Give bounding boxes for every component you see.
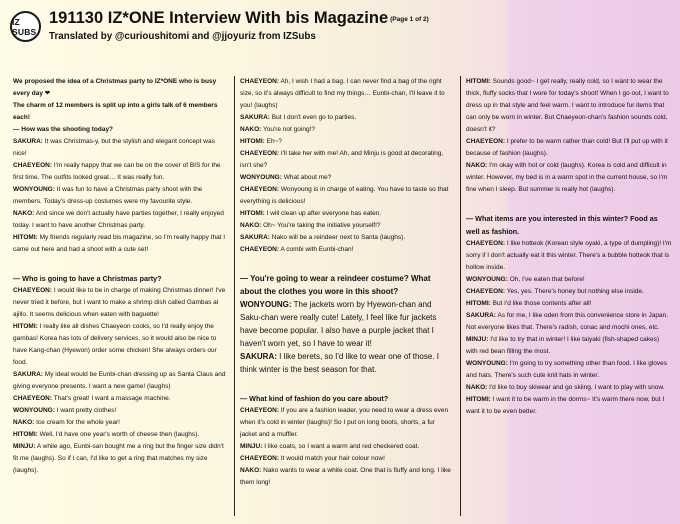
speaker-name: HITOMI: [466,396,491,403]
dialogue-line [13,136,228,160]
speaker-name: CHAEYEON: [240,186,280,193]
dialogue-line [13,232,228,256]
dialogue-line [13,160,228,184]
dialogue-text: I'm going to try something other than food. I like gloves and hats. There's such cute knit hats in winter. [466,360,668,379]
dialogue-line [240,465,452,489]
question-heading: — You're going to wear a reindeer costume? What about the clothes you wore in this shoot? [240,274,431,296]
header [49,8,670,44]
dialogue-line [240,220,452,232]
dialogue-line [466,358,672,382]
column-divider-1 [234,76,235,516]
speaker-name: WONYOUNG: [13,407,55,414]
speaker-name: CHAEYEON: [240,78,280,85]
speaker-name: CHAEYEON: [466,240,506,247]
dialogue-text: I'll take her with me! Ah, and Minju is good at decorating, isn't she? [240,150,444,169]
speaker-name: SAKURA: [13,371,43,378]
speaker-name: NAKO: [240,222,262,229]
speaker-name: WONYOUNG: [240,300,292,309]
dialogue-text: Eh~? [266,138,282,145]
dialogue-text: I want pretty clothes! [56,407,117,414]
dialogue-line [13,429,228,441]
speaker-name: SAKURA: [13,138,43,145]
question-heading: — What items are you interested in this winter? Food as well as fashion. [466,214,658,236]
dialogue-text: I want it to be warm in the dorms~ It's warm there now, but I want it to be even better. [466,396,665,415]
dialogue-text: My ideal would be Eunbi-chan dressing up as Santa Claus and giving everyone presents. I want a new game! (laughs) [13,371,226,390]
dialogue-text: Nako will be a reindeer next to Santa (laughs). [271,234,406,241]
speaker-name: SAKURA: [240,114,270,121]
speaker-name: HITOMI: [466,78,491,85]
dialogue-text: My friends regularly read bis magazine, so I'm really happy that I came out here and had a shoot with a cute set! [13,234,226,253]
speaker-name: CHAEYEON: [240,246,280,253]
dialogue-text: Oh~ You're taking the initiative yourself!? [263,222,381,229]
dialogue-text: I'd like to try that in winter! I like taiyaki (fish-shaped cakes) with red bean filling the most. [466,336,660,355]
dialogue-text: That's great! I want a massage machine. [53,395,171,402]
dialogue-text: I'm okay with hot or cold (laughs). Korea is cold and difficult in winter. However, my bed is in a warm spot in the current house, so I'm fine when I sleep. But summer is really hot (laughs). [466,162,668,193]
speaker-name: HITOMI: [13,431,38,438]
dialogue-line [240,112,452,124]
dialogue-text: Yes, yes. There's honey but nothing else inside. [506,288,644,295]
speaker-name: MINJU: [240,443,263,450]
izsubs-logo [10,11,41,42]
column-divider-2 [460,76,461,516]
column-2 [240,76,452,520]
dialogue-line [240,148,452,172]
dialogue-line [466,286,672,298]
intro-text: We proposed the idea of a Christmas party to IZ*ONE who is busy every day ❤ [13,78,217,97]
speaker-name: SAKURA: [466,312,496,319]
dialogue-text: I'm really happy that we can be on the cover of BIS for the first time. The outfits looked great… It was really fun. [13,162,221,181]
dialogue-text: I like coats, so I want a warm and red checkered coat. [264,443,420,450]
dialogue-line [240,405,452,441]
speaker-name: WONYOUNG: [240,174,282,181]
dialogue-line [13,405,228,417]
paragraph-gap [466,196,672,212]
dialogue-line [466,238,672,274]
speaker-name: HITOMI: [240,138,265,145]
speaker-name: SAKURA: [240,352,277,361]
dialogue-text: I'd like to buy skiwear and go skiing. I want to play with snow. [489,384,665,391]
dialogue-line [240,453,452,465]
speaker-name: CHAEYEON: [240,455,280,462]
dialogue-line [13,208,228,232]
speaker-name: CHAEYEON: [13,287,53,294]
page-title [49,8,670,30]
dialogue-line [466,334,672,358]
speaker-name: NAKO: [466,384,488,391]
dialogue-line [13,184,228,208]
speaker-name: CHAEYEON: [240,407,280,414]
dialogue-text: I really like all dishes Chaeyeon cooks, so I'd really enjoy the gambas! Korea has lots of delivery services, so it would also be nice to have Kang-chan (Hyewon) order some chicken! She always orders our food. [13,323,217,366]
dialogue-line [240,232,452,244]
speaker-name: WONYOUNG: [13,186,55,193]
dialogue-line [466,76,672,136]
dialogue-line [466,274,672,286]
dialogue-text: You're not going!? [263,126,315,133]
translator-credit: Translated by @curioushitomi and @jjoyuriz from IZSubs [49,31,316,42]
dialogue-text: I would like to be in charge of making Christmas dinner! I've never tried it before, but I want to make a shrimp dish called Gambas al ajillo. It seems delicious when eaten with baguette! [13,287,226,318]
speaker-name: HITOMI: [13,234,38,241]
dialogue-line [240,136,452,148]
speaker-name: CHAEYEON: [466,138,506,145]
dialogue-text: As for me, I like oden from this convenience store in Japan. Not everyone likes that. There's radish, conac and mochi ones, etc. [466,312,668,331]
dialogue-line [466,310,672,334]
speaker-name: NAKO: [13,419,35,426]
dialogue-text: I prefer to be warm rather than cold! But I'll put up with it because of fashion (laughs). [466,138,668,157]
paragraph-gap [240,256,452,272]
dialogue-text: Sounds good~ I get really, really cold, so I want to wear the thick, fluffy socks that I wore for today's shoot! When I go out, I want to dress up in that style and feel warm. I want to introduce fur items that can only be worn in winter. But Chaeyeon-chan's fashion sounds cold, doesn't it? [466,78,669,133]
dialogue-line [13,441,228,477]
dialogue-line [13,393,228,405]
dialogue-text: Nako wants to wear a white coat. One that is fluffy and long. I like them long! [240,467,451,486]
dialogue-text: If you are a fashion leader, you need to wear a dress even when it's cold in winter (laughs)! So I put on long boots, shorts, a fur jacket and a muffler. [240,407,449,438]
title-text: 191130 IZ*ONE Interview With bis Magazine [49,9,389,27]
dialogue-line [13,321,228,369]
intro-text: The charm of 12 members is split up into a girls talk of 6 members each! [13,102,218,121]
speaker-name: NAKO: [13,210,35,217]
dialogue-text: Oh, I've eaten that before! [509,276,585,283]
column-3 [466,76,672,520]
speaker-name: HITOMI: [240,210,265,217]
dialogue-text: The jackets worn by Hyewon-chan and Saku-chan were really cute! Lately, I feel like fur jackets have become popular. I also have a purple jacket that I haven't worn yet, so I have to wear it! [240,300,437,348]
speaker-name: WONYOUNG: [466,276,508,283]
page-note: (Page 1 of 2) [390,16,429,23]
dialogue-line [466,298,672,310]
speaker-name: HITOMI: [466,300,491,307]
dialogue-line [240,244,452,256]
dialogue-text: It was Christmas-y, but the stylish and elegant concept was nice! [13,138,215,157]
speaker-name: NAKO: [466,162,488,169]
dialogue-line [466,394,672,418]
dialogue-text: What about me? [283,174,332,181]
dialogue-text: A combi with Eunbi-chan! [280,246,354,253]
speaker-name: SAKURA: [240,234,270,241]
dialogue-text: But I don't even go to parties. [271,114,357,121]
dialogue-text: I like berets, so I'd like to wear one of those. I think winter is the best season for that. [240,352,439,374]
paragraph-gap [13,256,228,272]
dialogue-line [466,382,672,394]
column-1 [13,76,228,520]
speaker-name: NAKO: [240,126,262,133]
speaker-name: NAKO: [240,467,262,474]
dialogue-text: And since we don't actually have parties together, I really enjoyed today. I want to have another Christmas party. [13,210,224,229]
dialogue-line [240,184,452,208]
dialogue-line [466,136,672,160]
speaker-name: MINJU: [13,443,36,450]
dialogue-line [240,441,452,453]
speaker-name: CHAEYEON: [466,288,506,295]
dialogue-text: Ice cream for the whole year! [36,419,120,426]
dialogue-line [13,369,228,393]
dialogue-text: It was fun to have a Christmas party shoot with the members. Today's dress-up costumes were my favourite style. [13,186,203,205]
dialogue-line [240,124,452,136]
speaker-name: MINJU: [466,336,489,343]
dialogue-text: I like hotteok (Korean style oyaki, a type of dumpling)! I'm sorry if I don't actually eat it this winter. There's a bubble hotteok that is hollow inside. [466,240,672,271]
speaker-name: WONYOUNG: [466,360,508,367]
dialogue-line [240,172,452,184]
dialogue-text: Wonyoung is in charge of eating. You have to taste so that everything is delicious! [240,186,449,205]
dialogue-line [13,285,228,321]
dialogue-text: I will clean up after everyone has eaten. [266,210,382,217]
question-heading: — What kind of fashion do you care about? [240,394,389,403]
dialogue-text: But I'd like those contents after all! [492,300,592,307]
speaker-name: CHAEYEON: [13,395,53,402]
logo-text: IZ SUBS [12,16,37,37]
question-heading: — Who is going to have a Christmas party? [13,274,162,283]
dialogue-line [240,298,452,350]
dialogue-line [240,76,452,112]
dialogue-line [13,417,228,429]
dialogue-line [240,350,452,376]
intro-text: — How was the shooting today? [13,126,114,133]
speaker-name: HITOMI: [13,323,38,330]
dialogue-line [466,160,672,196]
dialogue-text: Ah, I wish I had a bag. I can never find a bag of the right size, so it's always difficult to find my things… Eunbi-chan, I'll leave it to you! (laughs) [240,78,445,109]
dialogue-text: A while ago, Eunbi-san bought me a ring but the finger size didn't fit me (laughs). So if I can, I'd like to get a ring that matches my size (laughs). [13,443,224,474]
paragraph-gap [240,376,452,392]
speaker-name: CHAEYEON: [13,162,53,169]
dialogue-text: Well, I'd have one year's worth of cheese then (laughs). [39,431,200,438]
dialogue-line [240,208,452,220]
dialogue-text: It would match your hair colour now! [280,455,385,462]
speaker-name: CHAEYEON: [240,150,280,157]
